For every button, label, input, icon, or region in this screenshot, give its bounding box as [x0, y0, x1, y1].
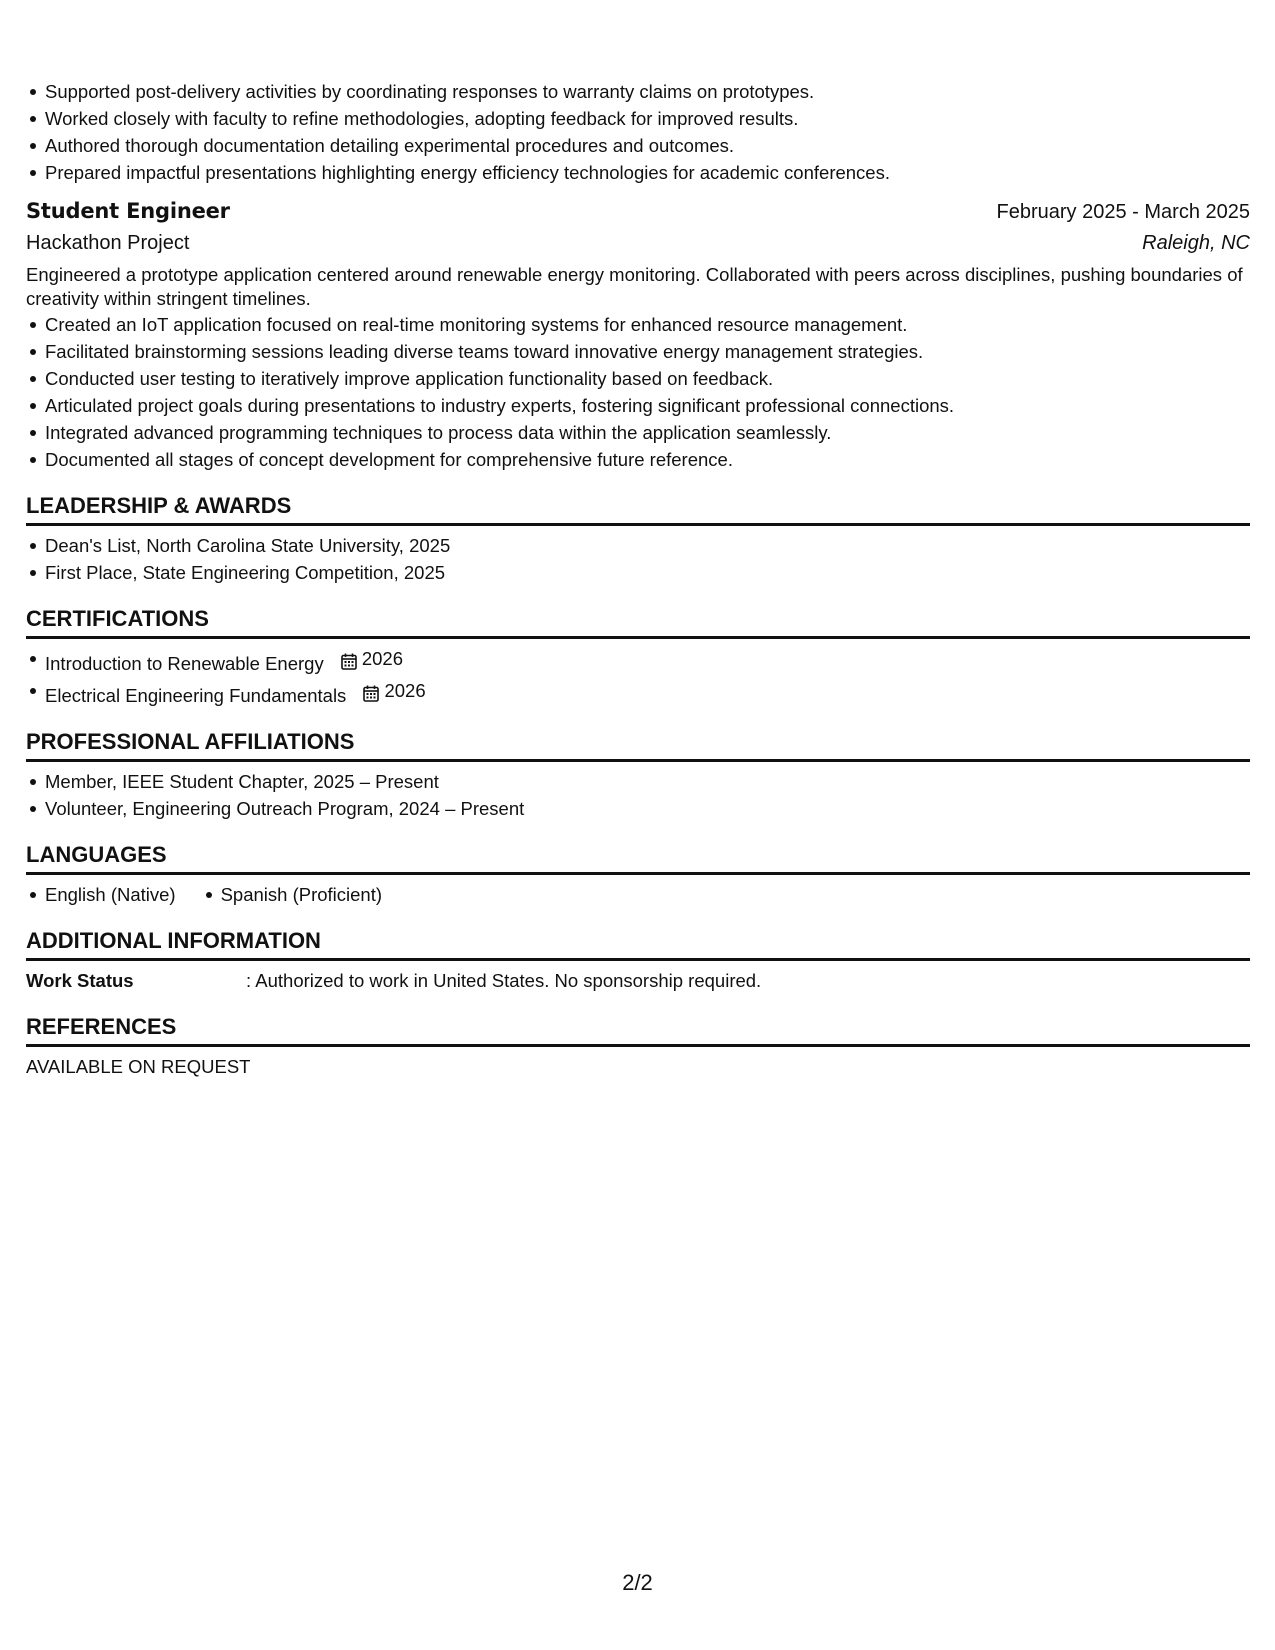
certification-name: Introduction to Renewable Energy [45, 653, 324, 674]
list-item: Authored thorough documentation detailing experimental procedures and outcomes. [44, 132, 1250, 159]
list-item: Created an IoT application focused on real-time monitoring systems for enhanced resource management. [44, 311, 1250, 338]
section-title-certifications: CERTIFICATIONS [26, 604, 1250, 639]
section-title-additional-information: ADDITIONAL INFORMATION [26, 926, 1250, 961]
section-title-references: REFERENCES [26, 1012, 1250, 1047]
certification-name: Electrical Engineering Fundamentals [45, 685, 347, 706]
job-dates: February 2025 - March 2025 [996, 201, 1250, 223]
certification-item [44, 645, 1250, 677]
language-item: English (Native) [44, 881, 176, 908]
list-item: Supported post-delivery activities by coordinating responses to warranty claims on prototypes. [44, 78, 1250, 105]
section-title-languages: LANGUAGES [26, 840, 1250, 875]
certifications-list [26, 645, 1250, 709]
job-bullets [26, 311, 1250, 473]
certification-year: 2026 [361, 648, 403, 669]
section-title-leadership: LEADERSHIP & AWARDS [26, 491, 1250, 526]
certification-date [363, 677, 425, 704]
list-item: Dean's List, North Carolina State University, 2025 [44, 532, 1250, 559]
languages-list [26, 881, 426, 908]
language-item: Spanish (Proficient) [220, 881, 382, 908]
list-item: Volunteer, Engineering Outreach Program, 2024 – Present [44, 795, 1250, 822]
list-item: Member, IEEE Student Chapter, 2025 – Present [44, 768, 1250, 795]
list-item: Prepared impactful presentations highlighting energy efficiency technologies for academic conferences. [44, 159, 1250, 186]
list-item: Worked closely with faculty to refine methodologies, adopting feedback for improved results. [44, 105, 1250, 132]
job-organization: Hackathon Project [26, 232, 190, 254]
previous-job-bullets [26, 78, 1250, 186]
certification-item [44, 677, 1250, 709]
calendar-icon [341, 650, 357, 667]
job-subheader [26, 228, 1250, 258]
list-item: Articulated project goals during presentations to industry experts, fostering significant professional connections. [44, 392, 1250, 419]
affiliations-list [26, 768, 1250, 822]
list-item: Documented all stages of concept development for comprehensive future reference. [44, 446, 1250, 473]
job-entry [26, 186, 1250, 473]
list-item: First Place, State Engineering Competition, 2025 [44, 559, 1250, 586]
work-status-label: Work Status [26, 970, 134, 991]
languages-row [26, 881, 1250, 908]
work-status-value: : Authorized to work in United States. No sponsorship required. [246, 970, 762, 991]
list-item: Facilitated brainstorming sessions leading diverse teams toward innovative energy management strategies. [44, 338, 1250, 365]
leadership-list [26, 532, 1250, 586]
certification-date [341, 645, 403, 672]
references-text: AVAILABLE ON REQUEST [26, 1056, 251, 1077]
job-title: Student Engineer [26, 199, 230, 223]
calendar-icon [363, 682, 379, 699]
job-summary: Engineered a prototype application centered around renewable energy monitoring. Collaborated with peers across disciplines, pushing boundaries of creativity within stringent timelines. [26, 264, 1243, 309]
certification-year: 2026 [384, 680, 426, 701]
work-status-row [26, 967, 1250, 994]
list-item: Conducted user testing to iteratively improve application functionality based on feedback. [44, 365, 1250, 392]
resume-page [26, 78, 1250, 1080]
job-location: Raleigh, NC [1142, 232, 1250, 254]
list-item: Integrated advanced programming techniques to process data within the application seamlessly. [44, 419, 1250, 446]
section-title-affiliations: PROFESSIONAL AFFILIATIONS [26, 727, 1250, 762]
page-number: 2/2 [622, 1570, 653, 1595]
job-header [26, 186, 1250, 228]
